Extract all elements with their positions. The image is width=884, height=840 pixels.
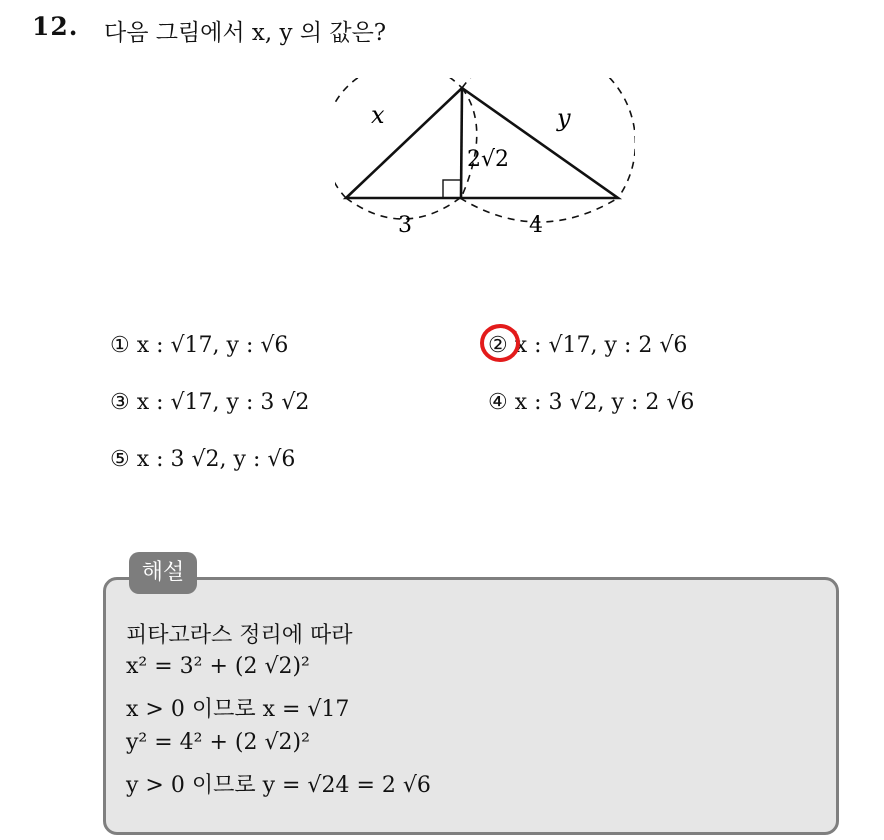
right-angle-mark bbox=[443, 180, 461, 198]
solution-title: 해설 bbox=[129, 552, 197, 594]
label-base-right: 4 bbox=[529, 213, 543, 238]
label-y: y bbox=[557, 104, 571, 132]
choice-3[interactable] bbox=[110, 390, 309, 415]
choice-4-number: ④ bbox=[488, 390, 508, 415]
arc-y bbox=[462, 78, 635, 198]
triangle bbox=[346, 88, 618, 198]
solution-line-4: y² = 4² + (2 √2)² bbox=[126, 730, 310, 755]
choice-2-text: x : √17, y : 2 √6 bbox=[514, 333, 688, 358]
choice-5-text: x : 3 √2, y : √6 bbox=[136, 447, 296, 472]
solution-line-1: 피타고라스 정리에 따라 bbox=[126, 623, 353, 648]
choice-3-number: ③ bbox=[110, 390, 130, 415]
question-number: 12. bbox=[32, 12, 79, 41]
label-height: 2√2 bbox=[467, 147, 510, 172]
label-base-left: 3 bbox=[398, 213, 412, 238]
choice-1-text: x : √17, y : √6 bbox=[136, 333, 289, 358]
solution-line-5: y > 0 이므로 y = √24 = 2 √6 bbox=[126, 773, 431, 798]
arc-height bbox=[461, 88, 477, 198]
choice-3-text: x : √17, y : 3 √2 bbox=[136, 390, 310, 415]
solution-line-3: x > 0 이므로 x = √17 bbox=[126, 697, 350, 722]
choice-4[interactable] bbox=[488, 390, 694, 415]
solution-line-2: x² = 3² + (2 √2)² bbox=[126, 654, 310, 679]
choice-5-number: ⑤ bbox=[110, 447, 130, 472]
triangle-figure bbox=[335, 78, 635, 243]
answer-mark-circle bbox=[478, 319, 524, 365]
label-x: x bbox=[371, 101, 385, 129]
choice-5[interactable] bbox=[110, 447, 295, 472]
choice-1-number: ① bbox=[110, 333, 130, 358]
choice-1[interactable] bbox=[110, 333, 288, 358]
question-text: 다음 그림에서 x, y 의 값은? bbox=[104, 20, 387, 46]
choice-4-text: x : 3 √2, y : 2 √6 bbox=[514, 390, 695, 415]
choice-2-number: ② bbox=[488, 333, 508, 358]
